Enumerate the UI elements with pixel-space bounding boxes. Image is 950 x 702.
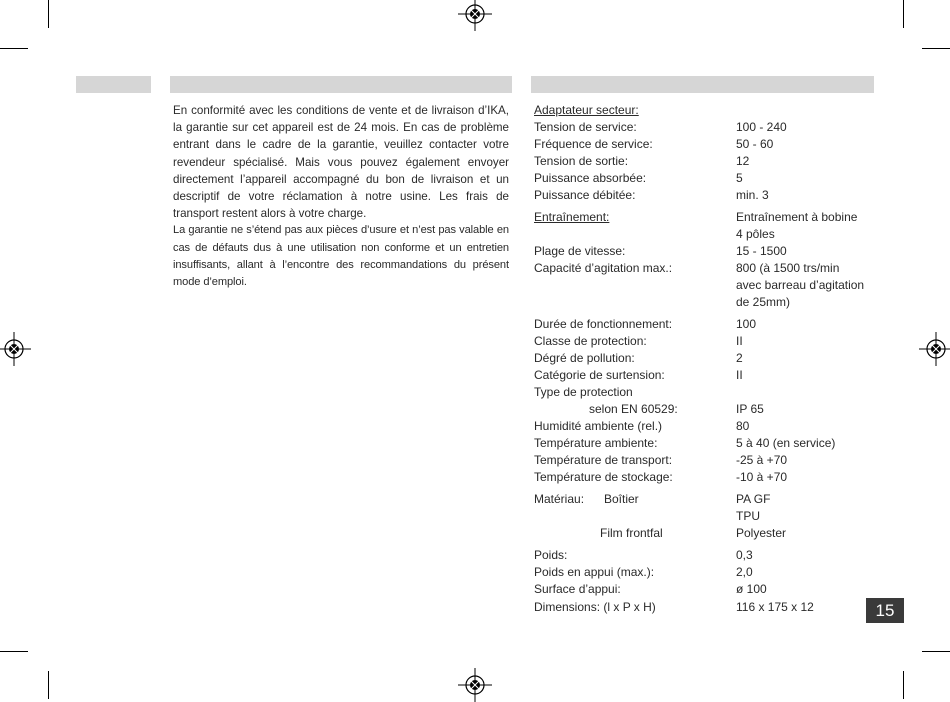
warranty-paragraph: En conformité avec les conditions de vente et de livraison d’IKA, la garantie sur cet appareil est de 24 mois. En cas de problème entrant dans le cadre de la garantie, veuillez contacter votre revendeur spécialisé. Mais vous pouvez également envoyer directement l’appareil accompagné du bon de livraison et un descriptif de votre réclamation à notre usine. Les frais de transport restent alors à votre charge. (173, 104, 509, 221)
spec-value: ø 100 (736, 582, 767, 596)
warranty-text (173, 102, 509, 291)
spec-value: min. 3 (736, 188, 769, 202)
spec-value: de 25mm) (736, 295, 791, 309)
spec-sublabel: Boîtier (604, 492, 639, 506)
spec-value: 100 (736, 317, 757, 331)
spec-value: 12 (736, 154, 750, 168)
spec-label: Matériau: (534, 492, 585, 506)
spec-value: 0,3 (736, 548, 753, 562)
spec-value: TPU (736, 509, 760, 523)
spec-value: 15 - 1500 (736, 244, 787, 258)
spec-label: Plage de vitesse: (534, 244, 626, 258)
spec-value: PA GF (736, 492, 771, 506)
spec-value: Entraînement à bobine (736, 210, 858, 224)
spec-label: Tension de sortie: (534, 154, 629, 168)
spec-value: 116 x 175 x 12 (736, 600, 814, 614)
spec-label: Catégorie de surtension: (534, 368, 665, 382)
spec-label: Température de stockage: (534, 470, 673, 484)
spec-heading: Entraînement: (534, 210, 610, 224)
spec-value: 2 (736, 351, 743, 365)
registration-mark-icon (919, 332, 950, 366)
spec-label: Puissance débitée: (534, 188, 636, 202)
spec-label: Puissance absorbée: (534, 171, 647, 185)
spec-value: IP 65 (736, 402, 764, 416)
spec-value: 2,0 (736, 565, 753, 579)
spec-label: Dégré de pollution: (534, 351, 635, 365)
crop-mark (922, 651, 950, 652)
crop-mark (48, 671, 49, 699)
crop-mark (0, 651, 28, 652)
spec-value: 100 - 240 (736, 120, 787, 134)
spec-value: -25 à +70 (736, 453, 788, 467)
spec-label: Surface d’appui: (534, 582, 621, 596)
spec-value: Polyester (736, 526, 787, 540)
crop-mark (903, 671, 904, 699)
spec-label: Humidité ambiente (rel.) (534, 419, 663, 433)
crop-mark (903, 0, 904, 28)
spec-label: Durée de fonctionnement: (534, 317, 673, 331)
registration-mark-icon (458, 668, 492, 702)
crop-mark (0, 48, 28, 49)
spec-value: 50 - 60 (736, 137, 774, 151)
spec-label: Tension de service: (534, 120, 637, 134)
spec-label: Poids en appui (max.): (534, 565, 655, 579)
spec-label: Capacité d’agitation max.: (534, 261, 673, 275)
spec-value: avec barreau d’agitation (736, 278, 865, 292)
registration-mark-icon (0, 332, 31, 366)
spec-sublabel: Film frontfal (600, 526, 663, 540)
spec-label: Classe de protection: (534, 334, 647, 348)
warranty-paragraph: La garantie ne s’étend pas aux pièces d’usure et n’est pas valable en cas de défauts dus à une utilisation non conforme et un entretien insuffisants, allant à l’encontre des recommandations du présent mode d’emploi. (173, 224, 509, 289)
spec-value: 80 (736, 419, 750, 433)
spec-label: Température de transport: (534, 453, 673, 467)
registration-mark-icon (458, 0, 492, 31)
section-header-bar (170, 76, 512, 93)
section-header-bar (76, 76, 151, 93)
spec-heading: Adaptateur secteur: (534, 103, 639, 117)
spec-label: Poids: (534, 548, 568, 562)
spec-value: -10 à +70 (736, 470, 788, 484)
spec-label: Température ambiente: (534, 436, 658, 450)
section-header-bar (531, 76, 874, 93)
crop-mark (922, 48, 950, 49)
page-number: 15 (866, 598, 904, 623)
spec-value: 5 à 40 (en service) (736, 436, 836, 450)
spec-label: selon EN 60529: (589, 402, 678, 416)
spec-value: 800 (à 1500 trs/min (736, 261, 840, 275)
crop-mark (48, 0, 49, 28)
spec-value: 4 pôles (736, 227, 775, 241)
spec-label: Fréquence de service: (534, 137, 653, 151)
spec-label: Type de protection (534, 385, 633, 399)
spec-value: II (736, 334, 743, 348)
spec-value: 5 (736, 171, 743, 185)
spec-value: II (736, 368, 743, 382)
spec-label: Dimensions: (l x P x H) (534, 600, 656, 614)
